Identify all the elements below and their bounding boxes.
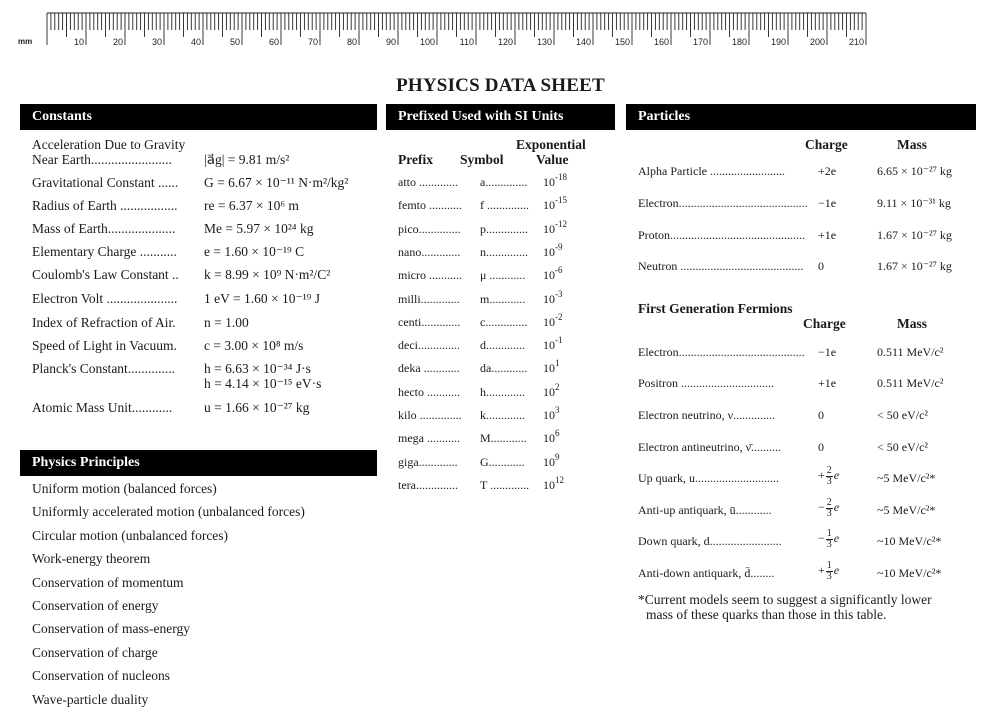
fermion-name: Electron neutrino, ν.............. [638,408,776,422]
constant-value: 1 eV = 1.60 × 10⁻¹⁹ J [204,291,320,306]
fermion-charge: −1e [818,345,837,359]
ruler-label: 80 [346,37,357,47]
principle-item: Circular motion (unbalanced forces) [32,527,229,543]
fermion-name: Electron.......................................... [638,345,805,359]
constant-value: e = 1.60 × 10⁻¹⁹ C [204,244,305,259]
charge-denominator: 3 [826,475,832,487]
fermions-col-mass: Mass [897,316,927,331]
fermions-col-charge: Charge [803,316,846,331]
particle-mass: 9.11 × 10⁻³¹ kg [877,196,951,210]
charge-fraction [826,529,833,550]
prefix-symbol: m............ [480,291,526,306]
charge-denominator: 3 [826,570,832,582]
prefix-exp-value: $10^{-1}$ [543,335,563,353]
prefix-exponent: -3 [555,288,563,299]
ruler-label: 160 [653,37,669,47]
ruler-label: 40 [190,37,201,47]
prefix-symbol: p.............. [480,221,528,236]
prefix-name: mega ........... [398,431,460,446]
charge-numerator: 1 [826,527,832,539]
prefix-symbol: f .............. [480,198,529,213]
prefix-exp-value: $10^{-9}$ [543,241,563,259]
fermion-name: Positron ............................... [638,376,775,390]
charge-numerator: 2 [826,496,832,508]
particle-name: Alpha Particle ......................... [638,164,785,178]
fermion-mass: ~10 MeV/c²* [877,566,942,580]
prefix-name: pico.............. [398,221,461,236]
charge-unit: e [833,563,840,577]
prefix-exponent: -2 [555,311,563,322]
fermions-footnote-line2: mass of these quarks than those in this table. [646,607,887,622]
particle-mass: 1.67 × 10⁻²⁷ kg [877,228,952,242]
prefix-exponent: -15 [555,195,567,206]
prefix-name: milli............. [398,291,460,306]
fermion-charge: 0 [818,408,824,422]
constant-name: Acceleration Due to Gravity [32,137,186,152]
prefix-name: atto ............. [398,175,458,189]
particle-mass: 1.67 × 10⁻²⁷ kg [877,259,952,273]
prefix-col-exponential: Exponential [516,137,586,152]
charge-denominator: 3 [826,507,832,519]
prefix-name: hecto ........... [398,384,460,399]
fermion-mass: ~10 MeV/c²* [877,534,942,548]
constant-name: Atomic Mass Unit............ [32,400,173,415]
fermion-name: Down quark, d........................ [638,534,782,548]
prefix-exp-value: $10^{-18}$ [543,172,567,189]
fermion-name: Anti-down antiquark, d̄........ [638,566,775,580]
prefix-exponent: 2 [555,381,560,392]
particles-col-mass: Mass [897,137,927,152]
constant-value: k = 8.99 × 10⁹ N·m²/C² [204,267,331,282]
prefix-exp-value: $10^1$ [543,358,560,376]
ruler-label: 110 [459,37,474,47]
charge-sign: + [818,563,825,577]
ruler-label: 20 [112,37,123,47]
prefix-exponent: 12 [555,474,564,485]
constant-value: c = 3.00 × 10⁸ m/s [204,338,304,353]
constant-value: |a⃗g| = 9.81 m/s² [204,152,290,167]
ruler-unit-label: mm [18,37,33,46]
constant-value-alt: h = 4.14 × 10⁻¹⁵ eV·s [204,376,322,391]
charge-fraction [826,561,833,582]
prefix-exponent: -18 [555,172,567,182]
prefix-exp-value: $10^3$ [543,405,560,422]
constant-name: Coulomb's Law Constant .. [32,267,179,282]
prefix-symbol: da............ [480,361,528,376]
particle-name: Electron........................................... [638,196,808,210]
particle-charge: −1e [818,196,837,210]
prefix-col-prefix: Prefix [398,152,433,167]
constant-name: Elementary Charge ........... [32,244,177,259]
charge-fraction [826,466,833,487]
principle-item: Uniform motion (balanced forces) [32,481,217,496]
prefix-exponent: 9 [555,451,560,462]
ruler-label: 190 [770,37,786,47]
prefix-symbol: G............ [480,454,525,469]
prefix-name: nano............. [398,244,461,259]
prefix-exponent: -12 [555,218,567,229]
prefix-exp-value: $10^{-6}$ [543,265,563,283]
prefix-exponent: 6 [555,428,560,439]
particle-charge: +2e [818,164,837,178]
fermion-mass: < 50 eV/c² [877,440,929,454]
fermion-charge-fraction [818,496,839,519]
constant-name: Gravitational Constant ...... [32,175,179,190]
principle-item: Wave-particle duality [32,691,149,707]
prefix-exp-value: $10^{-3}$ [543,288,563,306]
prefix-symbol: h............. [480,384,525,399]
constant-name: Index of Refraction of Air. [32,315,176,330]
ruler-label: 170 [692,37,708,47]
ruler-label: 180 [731,37,747,47]
charge-numerator: 2 [826,464,832,476]
principle-item: Work-energy theorem [32,551,151,567]
fermion-charge-fraction [818,527,839,550]
charge-sign: − [818,531,825,545]
prefix-symbol: a.............. [480,175,528,189]
prefix-exponent: 3 [555,405,560,415]
prefix-symbol: M............ [480,431,527,446]
principles-header: Physics Principles [20,450,377,476]
prefix-exp-value: $10^6$ [543,428,560,446]
particles-header: Particles [626,104,976,130]
fermion-mass: < 50 eV/c² [877,408,929,422]
prefix-symbol: n.............. [480,244,528,259]
ruler-label: 10 [73,37,84,47]
prefix-col-value: Value [536,152,569,167]
prefix-exp-value: $10^{-12}$ [543,218,567,236]
charge-unit: e [833,531,840,545]
prefix-symbol: c.............. [480,314,528,329]
prefix-name: deci.............. [398,338,460,353]
prefix-exp-value: $10^{-15}$ [543,195,567,213]
prefix-name: femto ........... [398,198,462,213]
principle-item: Conservation of nucleons [32,668,170,684]
constant-value: n = 1.00 [204,315,249,330]
charge-denominator: 3 [826,538,832,550]
fermion-charge: +1e [818,376,837,390]
ruler-label: 30 [151,37,162,47]
principle-item: Conservation of momentum [32,574,184,590]
principle-item: Conservation of charge [32,644,158,660]
prefix-exponent: -6 [555,265,563,276]
prefix-name: micro ........... [398,268,462,283]
fermion-mass: 0.511 MeV/c² [877,376,944,390]
ruler-label: 60 [268,37,279,47]
prefixes-header: Prefixed Used with SI Units [386,104,615,130]
prefix-exp-value: $10^{-2}$ [543,311,563,329]
particle-mass: 6.65 × 10⁻²⁷ kg [877,164,952,178]
ruler-label: 130 [536,37,552,47]
ruler-label: 70 [307,37,318,47]
prefix-exp-value: $10^{12}$ [543,474,564,492]
ruler-label: 210 [848,37,864,47]
principle-item: Conservation of mass-energy [32,621,190,637]
ruler-label: 50 [229,37,240,47]
fermion-charge-fraction [818,559,839,582]
page-title: PHYSICS DATA SHEET [396,75,605,96]
principle-item: Conservation of energy [32,598,159,613]
particle-charge: +1e [818,228,837,242]
constant-value: h = 6.63 × 10⁻³⁴ J·s [204,361,311,376]
particle-name: Neutron ......................................... [638,259,804,273]
constants-header: Constants [20,104,377,130]
fermion-name: Anti-up antiquark, ū............ [638,503,772,517]
particles-col-charge: Charge [805,137,848,152]
prefix-name: centi............. [398,314,461,329]
prefix-col-symbol: Symbol [460,152,504,167]
prefix-exponent: -9 [555,241,563,252]
ruler-label: 90 [385,37,396,47]
constant-value: re = 6.37 × 10⁶ m [204,198,299,213]
constant-name: Electron Volt ..................... [32,291,178,306]
fermion-name: Electron antineutrino, ν̄.......... [638,440,782,454]
prefix-exp-value: $10^9$ [543,451,560,469]
ruler-label: 140 [575,37,591,47]
charge-fraction [826,498,833,519]
fermion-mass: 0.511 MeV/c² [877,345,944,359]
constant-name: Speed of Light in Vacuum. [32,338,177,353]
charge-sign: − [818,500,825,514]
fermions-title: First Generation Fermions [638,301,793,316]
fermion-mass: ~5 MeV/c²* [877,471,936,485]
constant-name-cont: Near Earth........................ [32,152,172,167]
constant-name: Radius of Earth ................. [32,198,178,213]
prefix-symbol: T ............. [480,477,530,492]
fermion-name: Up quark, u............................ [638,471,779,485]
prefix-name: tera.............. [398,477,458,492]
principle-item: Uniformly accelerated motion (unbalanced forces) [32,504,305,520]
fermion-mass: ~5 MeV/c²* [877,503,936,517]
prefix-symbol: k............. [480,408,525,422]
ruler-label: 100 [419,37,435,47]
prefix-name: giga............. [398,454,458,469]
ruler-label: 200 [809,37,825,47]
constant-value: u = 1.66 × 10⁻²⁷ kg [204,400,310,415]
constant-name: Planck's Constant.............. [32,361,176,376]
charge-unit: e [833,468,840,482]
prefix-symbol: d............. [480,338,525,353]
particle-charge: 0 [818,259,824,273]
charge-unit: e [833,500,840,514]
constant-value: G = 6.67 × 10⁻¹¹ N·m²/kg² [204,175,349,190]
fermion-charge: 0 [818,440,824,454]
fermions-footnote-line1: *Current models seem to suggest a significantly lower [638,592,932,607]
ruler-label: 150 [614,37,630,47]
prefix-exp-value: $10^2$ [543,381,560,399]
prefix-exponent: 1 [555,358,560,369]
prefix-symbol: μ ............ [480,268,526,283]
fermion-charge-fraction [818,464,839,487]
prefix-name: kilo .............. [398,408,462,422]
charge-sign: + [818,468,825,482]
constant-name: Mass of Earth.................... [32,221,176,236]
constant-value: Me = 5.97 × 10²⁴ kg [204,221,314,236]
prefix-exponent: -1 [555,335,563,346]
particle-name: Proton............................................. [638,228,806,242]
prefix-name: deka ............ [398,361,460,376]
charge-numerator: 1 [826,559,832,571]
ruler-label: 120 [497,37,513,47]
